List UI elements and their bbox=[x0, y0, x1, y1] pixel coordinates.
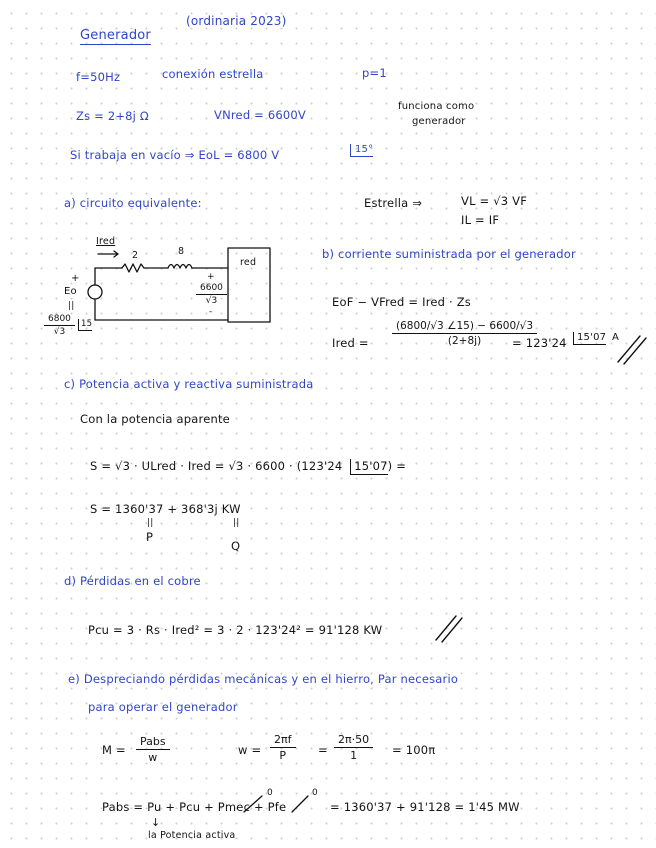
apparent-power-intro: Con la potencia aparente bbox=[80, 412, 230, 426]
omega-fraction-1-den: P bbox=[279, 749, 287, 762]
apparent-power-equation-main: S = √3 · ULred · Ired = √3 · 6600 · (123'24 bbox=[90, 459, 343, 473]
copper-losses-equation: Pcu = 3 · Rs · Ired² = 3 · 2 · 123'24² = 91'128 KW bbox=[88, 623, 383, 637]
iron-loss-zero: 0 bbox=[312, 788, 318, 798]
source-value-den: √3 bbox=[53, 327, 66, 337]
omega-fraction-2-num: 2π·50 bbox=[334, 733, 373, 748]
torque-denominator: w bbox=[148, 751, 158, 764]
exam-label: (ordinaria 2023) bbox=[186, 14, 287, 28]
connection-type: conexión estrella bbox=[162, 67, 264, 81]
omega-lhs: w = bbox=[238, 743, 262, 757]
part-e-label-line2: para operar el generador bbox=[88, 700, 238, 714]
active-power-symbol: P bbox=[146, 530, 154, 544]
circuit-network-box-label: red bbox=[240, 257, 257, 268]
kirchhoff-equation: EoF − VFred = Ired · Zs bbox=[332, 295, 471, 309]
page-title: Generador bbox=[80, 28, 151, 43]
down-arrow-icon: ↓ bbox=[151, 816, 161, 829]
current-result-angle: 15'07 bbox=[573, 332, 606, 345]
line-voltage-relation: VL = √3 VF bbox=[461, 194, 528, 208]
apparent-power-equation-end: ) = bbox=[387, 459, 407, 473]
part-b-label: b) corriente suministrada por el generador bbox=[322, 247, 576, 261]
apparent-power-result: S = 1360'37 + 368'3j KW bbox=[90, 502, 241, 516]
no-load-condition: Si trabaja en vacío ⇒ EoL = 6800 V bbox=[70, 148, 280, 162]
part-a-label: a) circuito equivalente: bbox=[64, 196, 202, 210]
reactive-power-symbol: Q bbox=[231, 539, 241, 553]
omega-fraction-1-num: 2πf bbox=[270, 733, 296, 748]
load-plus: + bbox=[207, 272, 215, 282]
current-result-unit: A bbox=[612, 332, 620, 343]
omega-fraction-2-den: 1 bbox=[350, 749, 358, 762]
source-angle: 15 bbox=[78, 319, 92, 331]
circuit-resistance: 2 bbox=[132, 250, 139, 261]
current-lhs: Ired = bbox=[332, 336, 369, 350]
note-line-1: funciona como bbox=[398, 101, 475, 112]
torque-lhs: M = bbox=[102, 743, 126, 757]
pole-pairs: p=1 bbox=[362, 66, 387, 80]
current-numerator-a: (6800/√3 ∠15) bbox=[396, 320, 474, 332]
source-equals: || bbox=[68, 301, 75, 311]
network-voltage: VNred = 6600V bbox=[214, 108, 307, 122]
omega-equals: = bbox=[318, 743, 328, 757]
circuit-current-label: Ired bbox=[96, 236, 116, 247]
omega-result: = 100π bbox=[392, 743, 436, 757]
torque-numerator: Pabs bbox=[136, 735, 170, 750]
current-denominator: (2+8j) bbox=[447, 335, 482, 347]
source-label: Eo bbox=[64, 286, 77, 297]
absorbed-power-equation: Pabs = Pu + Pcu + Pmec + Pfe bbox=[102, 800, 287, 814]
source-value-num: 6800 bbox=[44, 314, 75, 326]
part-d-label: d) Pérdidas en el cobre bbox=[64, 574, 201, 588]
star-relation: Estrella ⇒ bbox=[364, 196, 423, 210]
load-minus: - bbox=[209, 307, 213, 317]
current-result: = 123'24 bbox=[512, 336, 567, 350]
no-load-angle: 15° bbox=[350, 144, 373, 157]
reactive-power-equals: || bbox=[233, 518, 240, 528]
synchronous-impedance: Zs = 2+8j Ω bbox=[76, 109, 149, 123]
active-power-note: la Potencia activa bbox=[148, 830, 236, 841]
mechanical-loss-zero: 0 bbox=[267, 788, 273, 798]
circuit-reactance: 8 bbox=[178, 246, 185, 257]
line-current-relation: IL = IF bbox=[461, 213, 500, 227]
load-voltage-den: √3 bbox=[205, 296, 218, 306]
part-e-label-line1: e) Despreciando pérdidas mecánicas y en el hierro, Par necesario bbox=[68, 672, 459, 686]
frequency: f=50Hz bbox=[76, 70, 121, 84]
load-voltage-num: 6600 bbox=[196, 283, 227, 295]
apparent-power-angle: 15'07 bbox=[350, 459, 387, 475]
current-numerator-b: − 6600/√3 bbox=[477, 320, 534, 332]
active-power-equals: || bbox=[147, 518, 154, 528]
absorbed-power-result: = 1360'37 + 91'128 = 1'45 MW bbox=[330, 800, 520, 814]
part-c-label: c) Potencia activa y reactiva suministrada bbox=[64, 377, 314, 391]
source-plus: + bbox=[71, 273, 80, 284]
note-line-2: generador bbox=[412, 116, 466, 127]
